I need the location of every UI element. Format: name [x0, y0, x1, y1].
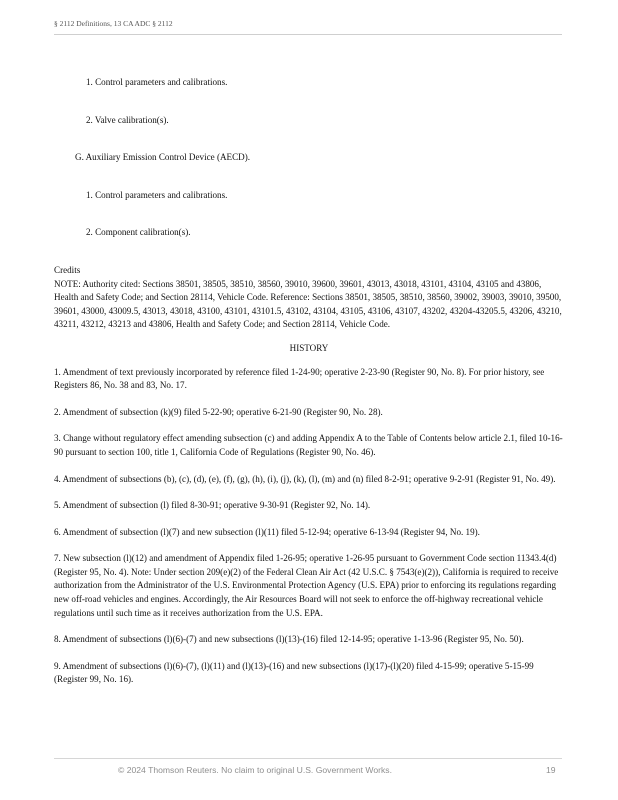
page-header-citation: § 2112 Definitions, 13 CA ADC § 2112	[54, 19, 173, 28]
history-entry: 7. New subsection (l)(12) and amendment of Appendix filed 1-26-95; operative 1-26-95 pursuant to Government Code section 11343.4(d) (Register 95, No. 4). Note: Under section 209(e)(2) of the Federal Clean Air Act (42 U.S.C. § 7543(e)(2)), California is required to receive authorization from the Administrator of the U.S. Environmental Protection Agency (U.S. EPA) prior to enforcing its regulations regarding new off-road vehicles and engines. Accordingly, the Air Resources Board will not seek to enforce the off-highway recreational vehicle regulations until such time as it receives authorization from the U.S. EPA.	[54, 553, 559, 618]
history-entry: 6. Amendment of subsection (l)(7) and new subsection (l)(11) filed 5-12-94; operative 6-13-94 (Register 94, No. 19).	[54, 526, 480, 537]
credits-label: Credits	[54, 264, 81, 275]
header-divider	[54, 34, 562, 35]
history-entry: 2. Amendment of subsection (k)(9) filed 5-22-90; operative 6-21-90 (Register 90, No. 28).	[54, 406, 383, 417]
list-item: 1. Control parameters and calibrations.	[86, 77, 228, 87]
history-entry: 9. Amendment of subsections (l)(6)-(7), (l)(11) and (l)(13)-(16) and new subsections (l)(17)-(l)(20) filed 4-15-99; operative 5-15-99 (Register 99, No. 16).	[54, 660, 534, 685]
list-item: 1. Control parameters and calibrations.	[86, 189, 228, 200]
page-number: 19	[546, 765, 556, 775]
history-entry: 4. Amendment of subsections (b), (c), (d), (e), (f), (g), (h), (i), (j), (k), (l), (m) and (n) filed 8-2-91; operative 9-2-91 (Register 91, No. 49).	[54, 473, 556, 484]
footer-divider	[54, 758, 562, 759]
list-item: 2. Component calibration(s).	[86, 227, 191, 238]
document-body	[54, 76, 564, 700]
history-heading: HISTORY	[289, 342, 329, 353]
credits-note: NOTE: Authority cited: Sections 38501, 38505, 38510, 38560, 39010, 39600, 39601, 43013, 43018, 43101, 43104, 43105 and 43806, Health and Safety Code; and Section 28114, Vehicle Code. Reference: Sections 38501, 38505, 38510, 38560, 39002, 39003, 39010, 39500, 39601, 43000, 43009.5, 43013, 43018, 43100, 43101, 43101.5, 43102, 43104, 43105, 43106, 43107, 43202, 43204-43205.5, 43206, 43210, 43211, 43212, 43213 and 43806, Health and Safety Code; and Section 28114, Vehicle Code.	[54, 278, 562, 330]
history-entry: 3. Change without regulatory effect amending subsection (c) and adding Appendix A to the Table of Contents below article 2.1, filed 10-16-90 pursuant to section 100, title 1, California Code of Regulations (Register 90, No. 46).	[54, 433, 563, 457]
list-item: 2. Valve calibration(s).	[86, 114, 169, 125]
list-item: G. Auxiliary Emission Control Device (AECD).	[75, 152, 251, 163]
history-entry: 5. Amendment of subsection (l) filed 8-30-91; operative 9-30-91 (Register 92, No. 14).	[54, 500, 371, 511]
history-entry: 1. Amendment of text previously incorporated by reference filed 1-24-90; operative 2-23-90 (Register 90, No. 8). For prior history, see Registers 86, No. 38 and 83, No. 17.	[54, 366, 545, 391]
footer-copyright: © 2024 Thomson Reuters. No claim to original U.S. Government Works.	[118, 765, 392, 775]
history-entry: 8. Amendment of subsections (l)(6)-(7) and new subsections (l)(13)-(16) filed 12-14-95; operative 1-13-96 (Register 95, No. 50).	[54, 634, 524, 645]
